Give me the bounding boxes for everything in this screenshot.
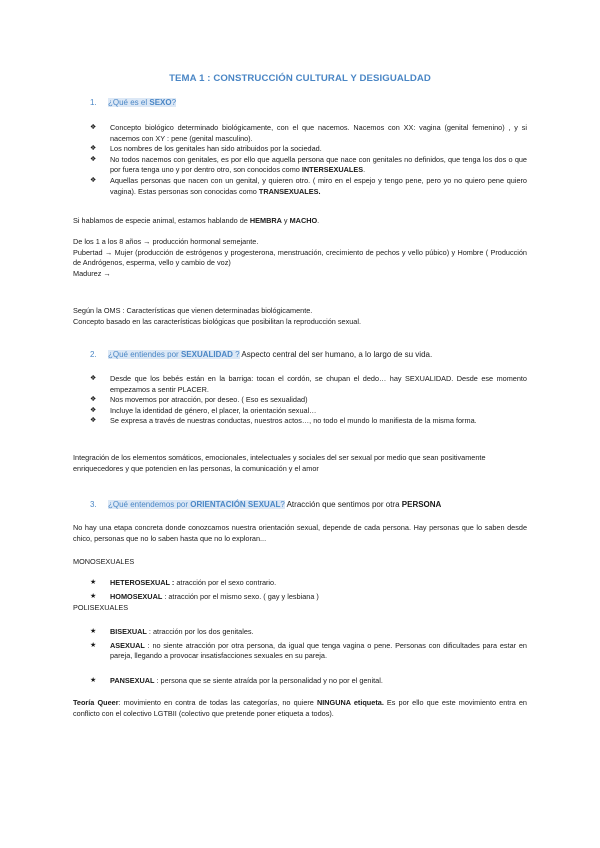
list-item: ❖ Aquellas personas que nacen con un genital, y quieren otro. ( miro en el espejo y tengo pene, pero yo no quiero pene quiero vagina). Estas personas son conocidas como TRANSEXUALES. [90,175,527,196]
sexualidad-bullet-list [90,374,527,427]
diamond-bullet-icon: ❖ [90,406,97,414]
list-item: ❖ Incluye la identidad de género, el placer, la orientación sexual… [90,405,317,415]
sexo-bullet-list [90,123,527,197]
star-bullet-icon: ★ [90,592,97,600]
list-item: ★ PANSEXUAL : persona que se siente atraída por la personalidad y no por el genital. [90,675,383,685]
question-number: 1. [90,98,97,107]
question-3: 3. ¿Qué entendemos por ORIENTACIÓN SEXUAL? Atracción que sentimos por otra PERSONA [90,500,442,509]
question-number: 2. [90,350,97,359]
star-bullet-icon: ★ [90,676,97,684]
list-item: ❖ No todos nacemos con genitales, es por ello que aquella persona que nace con genitales no definidos, que tenga los dos o que por fuera tenga uno y por dentro otro, son conocidos como INTERSEXUALES. [90,154,527,175]
teoria-queer-paragraph: Teoría Queer: movimiento en contra de todas las categorías, no quiere NINGUNA etiqueta. Es por ello que este movimiento entra en conflicto con el colectivo LGTBII (colectivo que pretende poner etiqueta a todos). [73,698,527,718]
integracion-paragraph: Integración de los elementos somáticos, emocionales, intelectuales y sociales del ser sexual por medio que sean positivamente enriquecedores y que potencien en las personas, la comunicación y el amor [73,453,486,473]
question-highlight: ¿Qué entendemos por ORIENTACIÓN SEXUAL? [108,500,285,509]
diamond-bullet-icon: ❖ [90,176,97,184]
star-bullet-icon: ★ [90,641,97,649]
list-item: ❖ Los nombres de los genitales han sido atribuidos por la sociedad. [90,144,322,154]
list-item: ★ ASEXUAL : no siente atracción por otra persona, da igual que tenga vagina o pene. Personas con dificultades para estar en pareja, llegando a provocar insatisfacciones sexuales en su pareja. [90,640,527,661]
diamond-bullet-icon: ❖ [90,145,97,153]
oms-paragraph: Según la OMS : Características que vienen determinadas biológicamente. Concepto basado en las características biológicas que posibilitan la reproducción sexual. [73,306,361,326]
document-title: TEMA 1 : CONSTRUCCIÓN CULTURAL Y DESIGUALDAD [169,73,431,84]
question-highlight: ¿Qué es el SEXO? [108,98,177,107]
diamond-bullet-icon: ❖ [90,155,97,163]
monosexuales-list [90,578,527,602]
question-highlight: ¿Qué entiendes por SEXUALIDAD ? [108,350,240,359]
orientacion-intro-paragraph: No hay una etapa concreta donde conozcamos nuestra orientación sexual, depende de cada persona. Hay personas que lo saben desde chico, personas que no lo saben hasta que no lo exploran... [73,523,527,543]
diamond-bullet-icon: ❖ [90,417,97,425]
list-item: ★ HOMOSEXUAL : atracción por el mismo sexo. ( gay y lesbiana ) [90,591,319,601]
list-item: ★ HETEROSEXUAL : atracción por el sexo contrario. [90,578,277,587]
list-item: ❖ Concepto biológico determinado biológicamente, con el que nacemos. Nacemos con XX: vagina (genital femenino) , y si nacemos con XY : pene (genital masculino). [90,123,527,143]
question-2: 2. ¿Qué entiendes por SEXUALIDAD ? Aspecto central del ser humano, a lo largo de su vida. [90,350,433,359]
question-number: 3. [90,500,97,509]
edad-paragraph: De los 1 a los 8 años → producción hormonal semejante. Pubertad → Mujer (producción de estrógenos y progesterona, menstruación, crecimiento de pechos y vello púbico) y Hombre ( Producción de Andrógenos, esperma, vello y cambio de voz) Madurez → [73,237,527,278]
list-item: ❖ Se expresa a través de nuestras conductas, nuestros actos…, no todo el mundo lo manifiesta de la misma forma. [90,416,477,426]
list-item: ❖ Desde que los bebés están en la barriga: tocan el cordón, se chupan el dedo… hay SEXUALIDAD. Desde ese momento empezamos a sentir PLACER. [90,374,527,394]
polisexuales-list [90,627,527,686]
especie-paragraph: Si hablamos de especie animal, estamos hablando de HEMBRA y MACHO. [73,216,320,225]
star-bullet-icon: ★ [90,628,97,635]
question-1 [90,98,176,107]
list-item: ★ BISEXUAL : atracción por los dos genitales. [90,627,254,636]
polisexuales-label: POLISEXUALES [73,603,129,612]
list-item: ❖ Nos movemos por atracción, por deseo. ( Eso es sexualidad) [90,395,308,405]
diamond-bullet-icon: ❖ [90,124,97,131]
monosexuales-label: MONOSEXUALES [73,557,135,566]
star-bullet-icon: ★ [90,579,97,586]
diamond-bullet-icon: ❖ [90,375,97,382]
diamond-bullet-icon: ❖ [90,396,97,404]
